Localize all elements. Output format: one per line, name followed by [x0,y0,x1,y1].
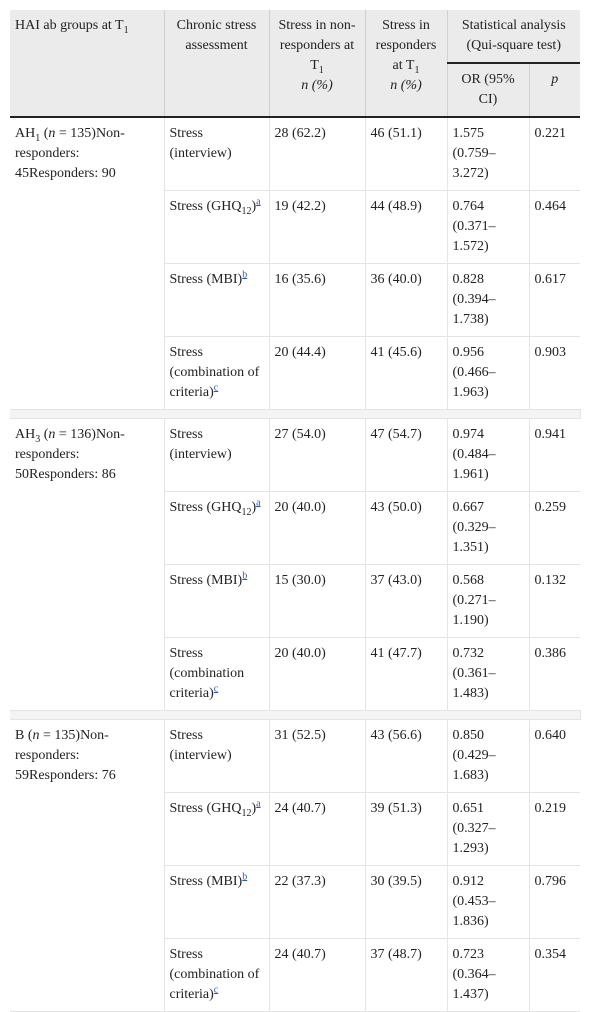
table-row [10,117,580,191]
nonresponders-cell: 20 (44.4) [269,337,365,410]
group-n-open: ( [40,427,49,442]
assessment-label: Stress (interview) [169,427,232,462]
assessment-subscript: 12 [241,205,252,217]
odds-ratio-cell: 0.956 (0.466–1.963) [447,337,529,410]
group-name-subscript: 1 [35,132,41,144]
p-value-cell: 0.132 [529,565,580,638]
footnote-ref [256,196,260,207]
group-n-label: n [32,728,40,743]
stress-assessment-cell [164,492,269,565]
footnote-ref [242,269,247,280]
footnote-link[interactable]: b [242,871,248,883]
nonresponders-cell: 15 (30.0) [269,565,365,638]
assessment-label: Stress (MBI) [169,874,243,889]
group-name: B [15,728,25,743]
stress-assessment-cell [164,720,269,793]
group-description: = 136)Non-responders: 50Responders: 86 [15,427,125,482]
stress-assessment-cell [164,565,269,638]
nonresponders-cell: 19 (42.2) [269,191,365,264]
footnote-ref [214,984,218,995]
nonresponders-cell: 31 (52.5) [269,720,365,793]
footnote-link[interactable]: b [242,269,248,281]
nonresponders-cell: 20 (40.0) [269,638,365,711]
group-name-subscript: 3 [35,433,41,445]
responders-cell: 30 (39.5) [365,866,447,939]
footnote-link[interactable]: c [213,984,219,996]
p-value-cell: 0.796 [529,866,580,939]
responders-cell: 43 (56.6) [365,720,447,793]
group-n-label: n [48,427,56,442]
assessment-label: Stress (combination of criteria) [169,345,260,400]
odds-ratio-cell: 1.575 (0.759–3.272) [447,117,529,191]
footnote-ref [214,382,218,393]
odds-ratio-cell: 0.828 (0.394–1.738) [447,264,529,337]
group-label-cell [10,117,164,410]
p-value-cell: 0.903 [529,337,580,410]
assessment-label: Stress (GHQ [169,500,242,515]
group-label-cell [10,720,164,1012]
responders-cell: 44 (48.9) [365,191,447,264]
p-value-cell: 0.640 [529,720,580,793]
footnote-link[interactable]: a [256,196,261,208]
responders-cell: 37 (43.0) [365,565,447,638]
stress-assessment-cell [164,264,269,337]
stress-assessment-cell [164,191,269,264]
responders-cell: 36 (40.0) [365,264,447,337]
p-value-cell: 0.221 [529,117,580,191]
odds-ratio-cell: 0.850 (0.429–1.683) [447,720,529,793]
assessment-subscript: 12 [241,506,252,518]
assessment-subscript: 12 [241,807,252,819]
nonresponders-cell: 27 (54.0) [269,419,365,492]
spacer-cell [10,410,580,419]
odds-ratio-cell: 0.912 (0.453–1.836) [447,866,529,939]
odds-ratio-cell: 0.732 (0.361–1.483) [447,638,529,711]
footnote-ref [214,683,218,694]
responders-cell: 37 (48.7) [365,939,447,1012]
responders-cell: 41 (47.7) [365,638,447,711]
header-hai-groups: HAI ab groups at $T_1$ [10,10,164,117]
assessment-label-end: ) [251,199,257,214]
table-header [10,10,580,117]
responders-cell: 39 (51.3) [365,793,447,866]
assessment-label: Stress (MBI) [169,272,243,287]
p-value-cell: 0.386 [529,638,580,711]
group-spacer [10,410,580,419]
table-row [10,419,580,492]
odds-ratio-cell: 0.568 (0.271–1.190) [447,565,529,638]
group-description: = 135)Non-responders: 59Responders: 76 [15,728,116,783]
p-value-cell: 0.464 [529,191,580,264]
responders-cell: 47 (54.7) [365,419,447,492]
group-n-label: n [48,126,56,141]
assessment-label: Stress (interview) [169,126,232,161]
stress-assessment-cell [164,638,269,711]
stress-assessment-cell [164,419,269,492]
odds-ratio-cell: 0.651 (0.327–1.293) [447,793,529,866]
group-n-open: ( [40,126,49,141]
assessment-label-end: ) [251,801,257,816]
group-spacer [10,711,580,720]
header-p-value: p [529,63,580,117]
p-value-cell: 0.617 [529,264,580,337]
assessment-label: Stress (GHQ [169,199,242,214]
footnote-link[interactable]: a [256,497,261,509]
header-statistical-analysis: Statistical analysis (Qui-square test) [447,10,580,63]
group-name: AH [15,427,36,442]
footnote-ref [256,798,260,809]
footnote-ref [242,570,247,581]
group-description: = 135)Non-responders: 45Responders: 90 [15,126,125,181]
nonresponders-cell: 20 (40.0) [269,492,365,565]
odds-ratio-cell: 0.764 (0.371–1.572) [447,191,529,264]
assessment-label: Stress (MBI) [169,573,243,588]
footnote-ref [242,871,247,882]
header-stress-responders: Stress in responders at $T_1$ n (%) [365,10,447,117]
assessment-label: Stress (combination of criteria) [169,947,260,1002]
footnote-link[interactable]: a [256,798,261,810]
p-value-cell: 0.259 [529,492,580,565]
header-odds-ratio: OR (95% CI) [447,63,529,117]
responders-cell: 46 (51.1) [365,117,447,191]
responders-cell: 43 (50.0) [365,492,447,565]
results-table [10,10,581,1012]
stress-assessment-cell [164,117,269,191]
p-value-cell: 0.219 [529,793,580,866]
stress-assessment-cell [164,939,269,1012]
group-name: AH [15,126,36,141]
stress-assessment-cell [164,337,269,410]
p-value-cell: 0.941 [529,419,580,492]
nonresponders-cell: 24 (40.7) [269,793,365,866]
table-row [10,720,580,793]
nonresponders-cell: 22 (37.3) [269,866,365,939]
nonresponders-cell: 24 (40.7) [269,939,365,1012]
nonresponders-cell: 28 (62.2) [269,117,365,191]
responders-cell: 41 (45.6) [365,337,447,410]
spacer-cell [10,711,580,720]
stress-assessment-cell [164,866,269,939]
footnote-ref [256,497,260,508]
stress-assessment-cell [164,793,269,866]
footnote-link[interactable]: b [242,570,248,582]
odds-ratio-cell: 0.667 (0.329–1.351) [447,492,529,565]
nonresponders-cell: 16 (35.6) [269,264,365,337]
header-stress-nonresponders: Stress in non-responders at $T_1$ n (%) [269,10,365,117]
group-label-cell [10,419,164,711]
assessment-label: Stress (interview) [169,728,232,763]
p-value-cell: 0.354 [529,939,580,1012]
footnote-link[interactable]: c [213,683,219,695]
table-body [10,117,580,1012]
header-chronic-stress: Chronic stress assessment [164,10,269,117]
assessment-label-end: ) [251,500,257,515]
footnote-link[interactable]: c [213,382,219,394]
group-n-open: ( [24,728,33,743]
odds-ratio-cell: 0.974 (0.484–1.961) [447,419,529,492]
table-container [10,10,580,1012]
odds-ratio-cell: 0.723 (0.364–1.437) [447,939,529,1012]
assessment-label: Stress (GHQ [169,801,242,816]
assessment-label: Stress (combination criteria) [169,646,245,701]
